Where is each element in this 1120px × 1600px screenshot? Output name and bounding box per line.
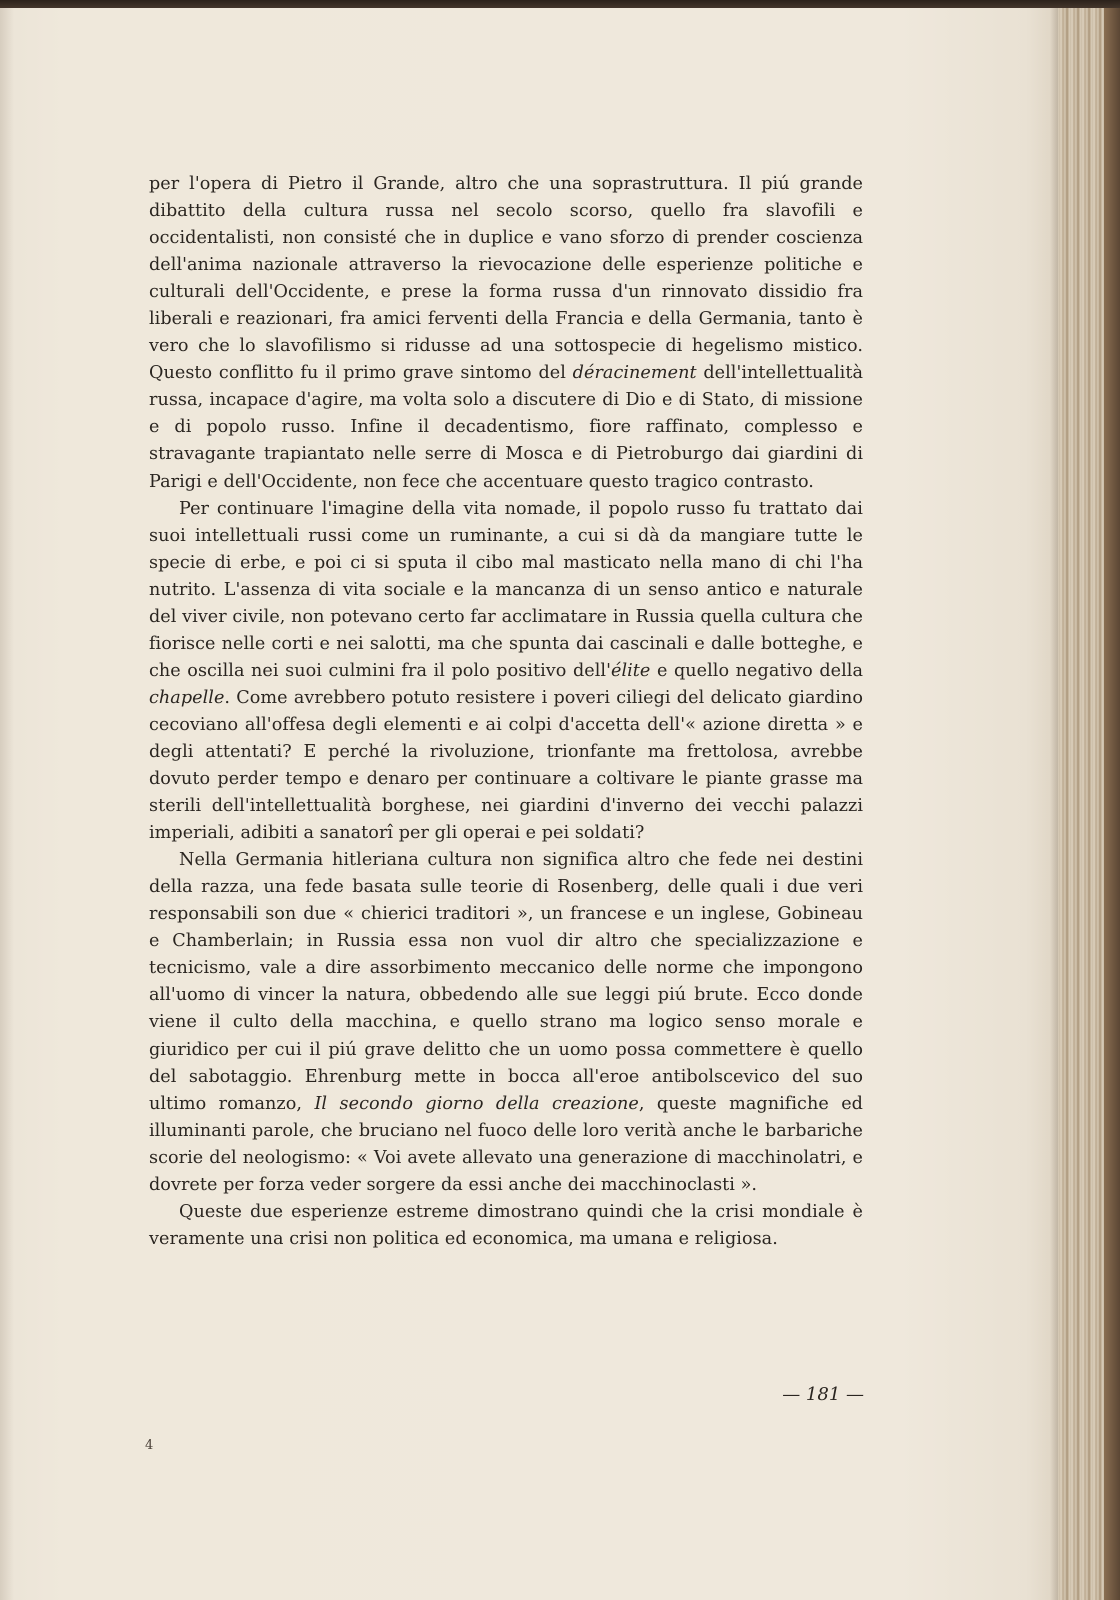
page-gutter-shadow — [0, 8, 14, 1600]
signature-mark: 4 — [145, 1438, 154, 1453]
page-number — [740, 1384, 864, 1405]
text-run: dell'intellettualità russa, incapace d'agire, ma volta solo a discutere di Dio e di Stato, di missione e di popolo russo. Infine il decadentismo, fiore raffinato, complesso e stravagante trapiantato nelle serre di Mosca e di Pietroburgo dai giardini di Parigi e dell'Occidente, non fece che accentuare questo tragico contrasto. — [149, 363, 863, 492]
text-run: Nella Germania hitleriana cultura non significa altro che fede nei destini della razza, una fede basata sulle teorie di Rosenberg, delle quali i due veri responsabili son due « chierici traditori », un francese e un inglese, Gobineau e Chamberlain; in Russia essa non vuol dir altro che specializzazione e tecnicismo, vale a dire assorbimento meccanico delle norme che impongono all'uomo di vincer la natura, obbedendo alle sue leggi piú brute. Ecco donde viene il culto della macchina, e quello strano ma logico senso morale e giuridico per cui il piú grave delitto che un uomo possa commettere è quello del sabotaggio. Ehrenburg mette in bocca all'eroe antibolscevico del suo ultimo romanzo, — [149, 850, 863, 1114]
paragraph — [149, 496, 863, 848]
text-run: , queste magnifiche ed illuminanti parole, che bruciano nel fuoco delle loro verità anche le barbariche scorie del neologismo: « Voi avete allevato una generazione di macchinolatri, e dovrete per forza veder sorgere da essi anche dei macchinoclasti ». — [149, 1093, 863, 1195]
text-run: . Come avrebbero potuto resistere i poveri ciliegi del delicato giardino cecoviano all'offesa degli elementi e ai colpi d'accetta dell'« azione diretta » e degli attentati? E perché la rivoluzione, trionfante ma frettolosa, avrebbe dovuto perder tempo e denaro per continuare a coltivare le piante grasse ma sterili dell'intellettualità borghese, nei giardini d'inverno dei vecchi palazzi imperiali, adibiti a sanatorî per gli operai e pei soldati? — [149, 687, 863, 844]
paragraph — [149, 1199, 863, 1253]
book-cover-edge — [1104, 8, 1120, 1600]
book-title: Il secondo giorno della creazione — [314, 1093, 639, 1114]
paragraph — [149, 171, 863, 496]
text-run: e quello negativo della — [650, 660, 863, 681]
text-run: Queste due esperienze estreme dimostrano quindi che la crisi mondiale è veramente una crisi non politica ed economica, ma umana e religiosa. — [149, 1201, 863, 1249]
text-run: per l'opera di Pietro il Grande, altro che una soprastruttura. Il piú grande dibattito della cultura russa nel secolo scorso, quello fra slavofili e occidentalisti, non consisté che in duplice e vano sforzo di prender coscienza dell'anima nazionale attraverso la rievocazione delle esperienze politiche e culturali dell'Occidente, e prese la forma russa d'un rinnovato dissidio fra liberali e reazionari, fra amici ferventi della Francia e della Germania, tanto è vero che lo slavofilismo si ridusse ad una sottospecie di hegelismo mistico. Questo conflitto fu il primo grave sintomo del — [149, 174, 863, 384]
paragraph — [149, 847, 863, 1199]
italic-term: élite — [610, 660, 651, 681]
italic-term: déracinement — [572, 363, 697, 384]
text-run: Per continuare l'imagine della vita nomade, il popolo russo fu trattato dai suoi intellettuali russi come un ruminante, a cui si dà da mangiare tutte le specie di erbe, e poi ci si sputa il cibo mal masticato nella mano di chi l'ha nutrito. L'assenza di vita sociale e la mancanza di un senso antico e naturale del viver civile, non potevano certo far acclimatare in Russia quella cultura che fiorisce nelle corti e nei salotti, ma che spunta dai cascinali e dalle botteghe, e che oscilla nei suoi culmini fra il polo positivo dell' — [149, 498, 863, 681]
page-number-text: — 181 — — [782, 1384, 864, 1405]
italic-term: chapelle — [149, 687, 225, 708]
body-text — [149, 171, 863, 1253]
